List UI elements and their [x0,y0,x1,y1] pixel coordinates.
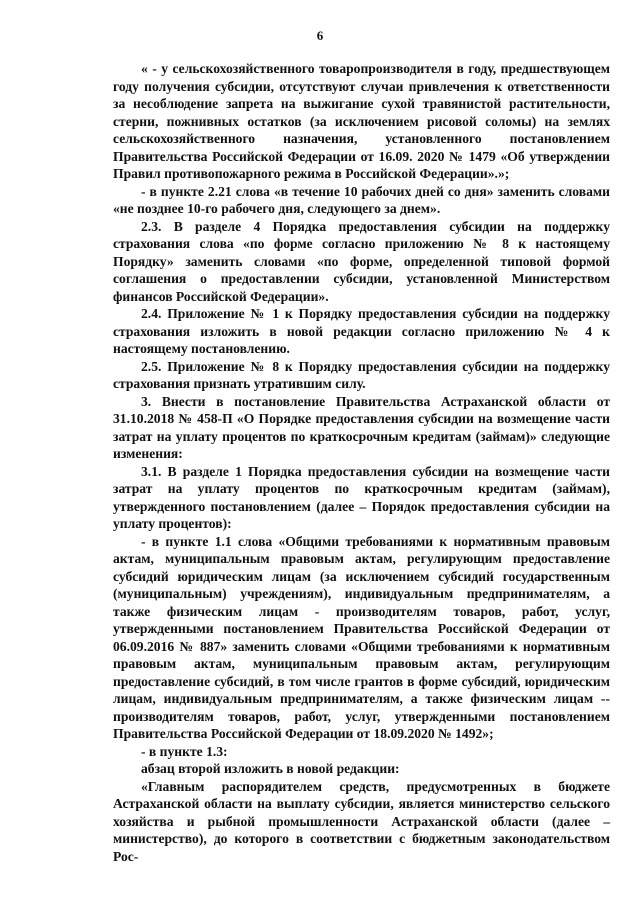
page-number: 6 [316,28,324,43]
paragraph-fire-regime-condition: « - у сельскохозяйственного товаропроизводителя в году, предшествующем году получения субсидии, отсутствуют случаи привлечения к ответственности за несоблюдение запрета на выжигание сухой травянистой растительности, стерни, пожнивных остатков (за исключением рисовой соломы) на землях сельскохозяйственного назначения, установленного постановлением Правительства Российской Федерации от 16.09. 2020 № 1479 «Об утверждении Правил противопожарного режима в Российской Федерации».»; [113,61,610,181]
paragraph-3: 3. Внести в постановление Правительства Астраханской области от 31.10.2018 № 458-П «О Порядке предоставления субсидии на возмещение части затрат на уплату процентов по краткосрочным кредитам (займам)» следующие изменения: [113,393,610,461]
paragraph-2-3: 2.3. В разделе 4 Порядка предоставления субсидии на поддержку страхования слова «по форме согласно приложению № 8 к настоящему Порядку» заменить словами «по форме, определенной типовой формой соглашения о предоставлении субсидии, установленной Министерством финансов Российской Федерации». [113,218,610,304]
paragraph-2-5: 2.5. Приложение № 8 к Порядку предоставления субсидии на поддержку страхования признать утратившим силу. [113,358,610,391]
document-body [113,60,610,865]
paragraph-point-1-1: - в пункте 1.1 слова «Общими требованиями к нормативным правовым актам, муниципальным правовым актам, регулирующим предоставление субсидий юридическим лицам (за исключением субсидий государственным (муниципальным) учреждениям), индивидуальным предпринимателям, а также физическим лицам - производителям товаров, работ, услуг, утвержденными постановлением Правительства Российской Федерации от 06.09.2016 № 887» заменить словами «Общими требованиями к нормативным правовым актам, муниципальным правовым актам, регулирующим предоставление субсидий, в том числе грантов в форме субсидий, юридическим лицам, индивидуальным предпринимателям, а также физическим лицам -- производителям товаров, работ, услуг, утвержденными постановлением Правительства Российской Федерации от 18.09.2020 № 1492»; [113,533,610,741]
paragraph-point-1-3: - в пункте 1.3: [141,743,228,759]
paragraph-point-2-21: - в пункте 2.21 слова «в течение 10 рабочих дней со дня» заменить словами «не позднее 10-го рабочего дня, следующего за днем». [113,183,610,216]
paragraph-3-1: 3.1. В разделе 1 Порядка предоставления субсидии на возмещение части затрат на уплату процентов по краткосрочным кредитам (займам), утвержденного постановлением (далее – Порядок предоставления субсидии на уплату процентов): [113,463,610,531]
paragraph-second-abzac: абзац второй изложить в новой редакции: [141,761,400,776]
paragraph-2-4: 2.4. Приложение № 1 к Порядку предоставления субсидии на поддержку страхования изложить в новой редакции согласно приложению № 4 к настоящему постановлению. [113,306,610,356]
paragraph-main-distributor: «Главным распорядителем средств, предусмотренных в бюджете Астраханской области на выплату субсидии, является министерство сельского хозяйства и рыбной промышленности Астраханской области (далее – министерство), до которого в соответствии с бюджетным законодательством Рос- [113,778,610,864]
